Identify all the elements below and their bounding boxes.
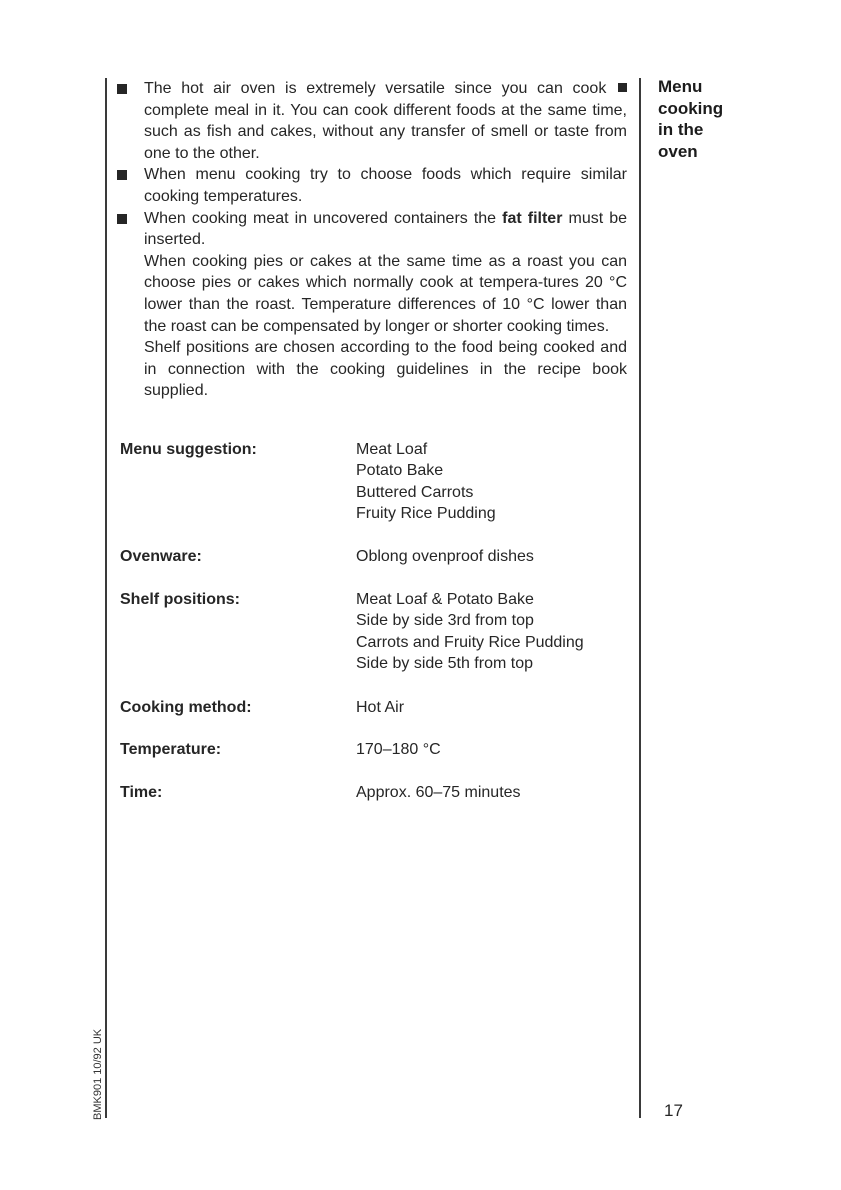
menu-item: Buttered Carrots <box>356 483 474 501</box>
side-heading-line: cooking <box>658 98 724 118</box>
bullet-item-2 <box>117 164 627 207</box>
side-heading-line: oven <box>658 141 698 161</box>
temperature-label: Temperature: <box>120 741 222 758</box>
shelf-line: Carrots and Fruity Rice Pudding <box>356 633 584 651</box>
time-label: Time: <box>120 784 163 801</box>
fat-filter-term: fat filter <box>502 209 563 227</box>
menu-item: Potato Bake <box>356 462 444 480</box>
bullet-3-post: must be inserted. <box>144 209 628 249</box>
side-heading-line: Menu <box>658 77 703 96</box>
cooking-method-label: Cooking method: <box>120 699 252 716</box>
shelf-line: Meat Loaf & Potato Bake <box>356 591 534 608</box>
menu-item: Meat Loaf <box>356 441 428 458</box>
shelf-positions-label: Shelf positions: <box>120 591 240 608</box>
bullet-item-3 <box>117 208 627 251</box>
bullet-2-text: When menu cooking try to choose foods which require similar cooking temperatures. <box>144 166 627 205</box>
shelf-line: Side by side 5th from top <box>356 654 533 672</box>
ovenware-label: Ovenware: <box>120 548 202 565</box>
time-value: Approx. 60–75 minutes <box>356 784 521 801</box>
shelf-positions-paragraph: Shelf positions are chosen according to the food being cooked and in connection with the cooking guidelines in the recipe book supplied. <box>144 339 627 400</box>
square-bullet-icon <box>117 214 127 224</box>
bullet-3-pre: When cooking meat in uncovered containers the <box>144 209 497 227</box>
menu-items <box>356 439 656 524</box>
pies-cakes-paragraph: When cooking pies or cakes at the same time as a roast you can choose pies or cakes which normally cook at tempera-tures 20 °C lower than the roast. Temperature differences of 10 °C lower than the roast can be compensated by longer or shorter cooking times. <box>144 252 627 335</box>
square-bullet-icon <box>117 84 127 94</box>
left-margin-rule <box>105 78 107 1118</box>
shelf-line: Side by side 3rd from top <box>356 612 534 630</box>
bullet-1-text-cont: complete meal in it. You can cook different foods at the same time, such as fish and cakes, without any transfer of smell or taste from one to the other. <box>144 101 627 162</box>
bullet-item-1 <box>117 78 627 164</box>
square-bullet-icon <box>618 83 627 92</box>
menu-item: Fruity Rice Pudding <box>356 504 496 522</box>
page-number: 17 <box>664 1101 683 1120</box>
intro-section <box>117 78 627 402</box>
bullet-1-text: The hot air oven is extremely versatile since you can cook <box>144 80 607 97</box>
side-heading <box>658 76 778 162</box>
side-heading-line: in the <box>658 120 704 139</box>
temperature-value: 170–180 °C <box>356 741 441 758</box>
shelf-positions-value <box>356 589 656 674</box>
ovenware-value: Oblong ovenproof dishes <box>356 548 534 565</box>
square-bullet-icon <box>117 170 127 180</box>
menu-suggestion-label: Menu suggestion: <box>120 441 257 458</box>
document-code: BMK901 10/92 UK <box>92 1028 104 1120</box>
cooking-method-value: Hot Air <box>356 699 405 716</box>
